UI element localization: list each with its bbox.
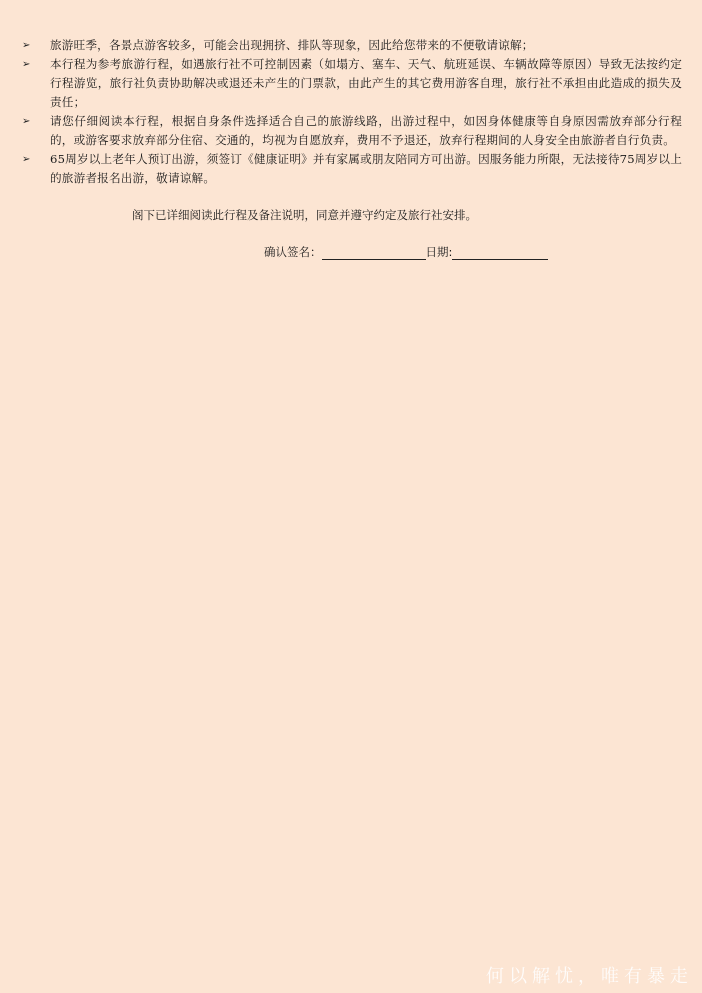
note-text: 65周岁以上老年人预订出游，须签订《健康证明》并有家属或朋友陪同方可出游。因服务能力所限，无法接待75周岁以上的旅游者报名出游，敬请谅解。	[50, 152, 682, 185]
confirm-signature-label: 确认签名：	[264, 245, 322, 259]
note-text: 旅游旺季，各景点游客较多，可能会出现拥挤、排队等现象，因此给您带来的不便敬请谅解；	[50, 38, 534, 52]
note-item	[22, 150, 682, 188]
agreement-statement: 阁下已详细阅读此行程及备注说明，同意并遵守约定及旅行社安排。	[132, 208, 477, 222]
arrow-bullet-icon: ➢	[22, 154, 31, 165]
note-item	[22, 112, 682, 150]
signature-row	[264, 244, 548, 260]
date-label: 日期:	[425, 245, 453, 259]
note-text: 请您仔细阅读本行程，根据自身条件选择适合自己的旅游线路，出游过程中，如因身体健康等自身原因需放弃部分行程的，或游客要求放弃部分住宿、交通的，均视为自愿放弃，费用不予退还，放弃行程期间的人身安全由旅游者自行负责。	[50, 114, 682, 147]
note-item	[22, 55, 682, 112]
watermark: 何以解忧，唯有暴走	[486, 966, 693, 987]
note-item	[22, 36, 682, 55]
signature-field[interactable]	[322, 247, 426, 260]
arrow-bullet-icon: ➢	[22, 116, 31, 127]
note-text: 本行程为参考旅游行程，如遇旅行社不可控制因素（如塌方、塞车、天气、航班延误、车辆故障等原因）导致无法按约定行程游览，旅行社负责协助解决或退还未产生的门票款，由此产生的其它费用游客自理，旅行社不承担由此造成的损失及责任；	[50, 57, 682, 109]
date-field[interactable]	[452, 247, 548, 260]
arrow-bullet-icon: ➢	[22, 40, 31, 51]
arrow-bullet-icon: ➢	[22, 59, 31, 70]
notes-list	[22, 36, 682, 188]
